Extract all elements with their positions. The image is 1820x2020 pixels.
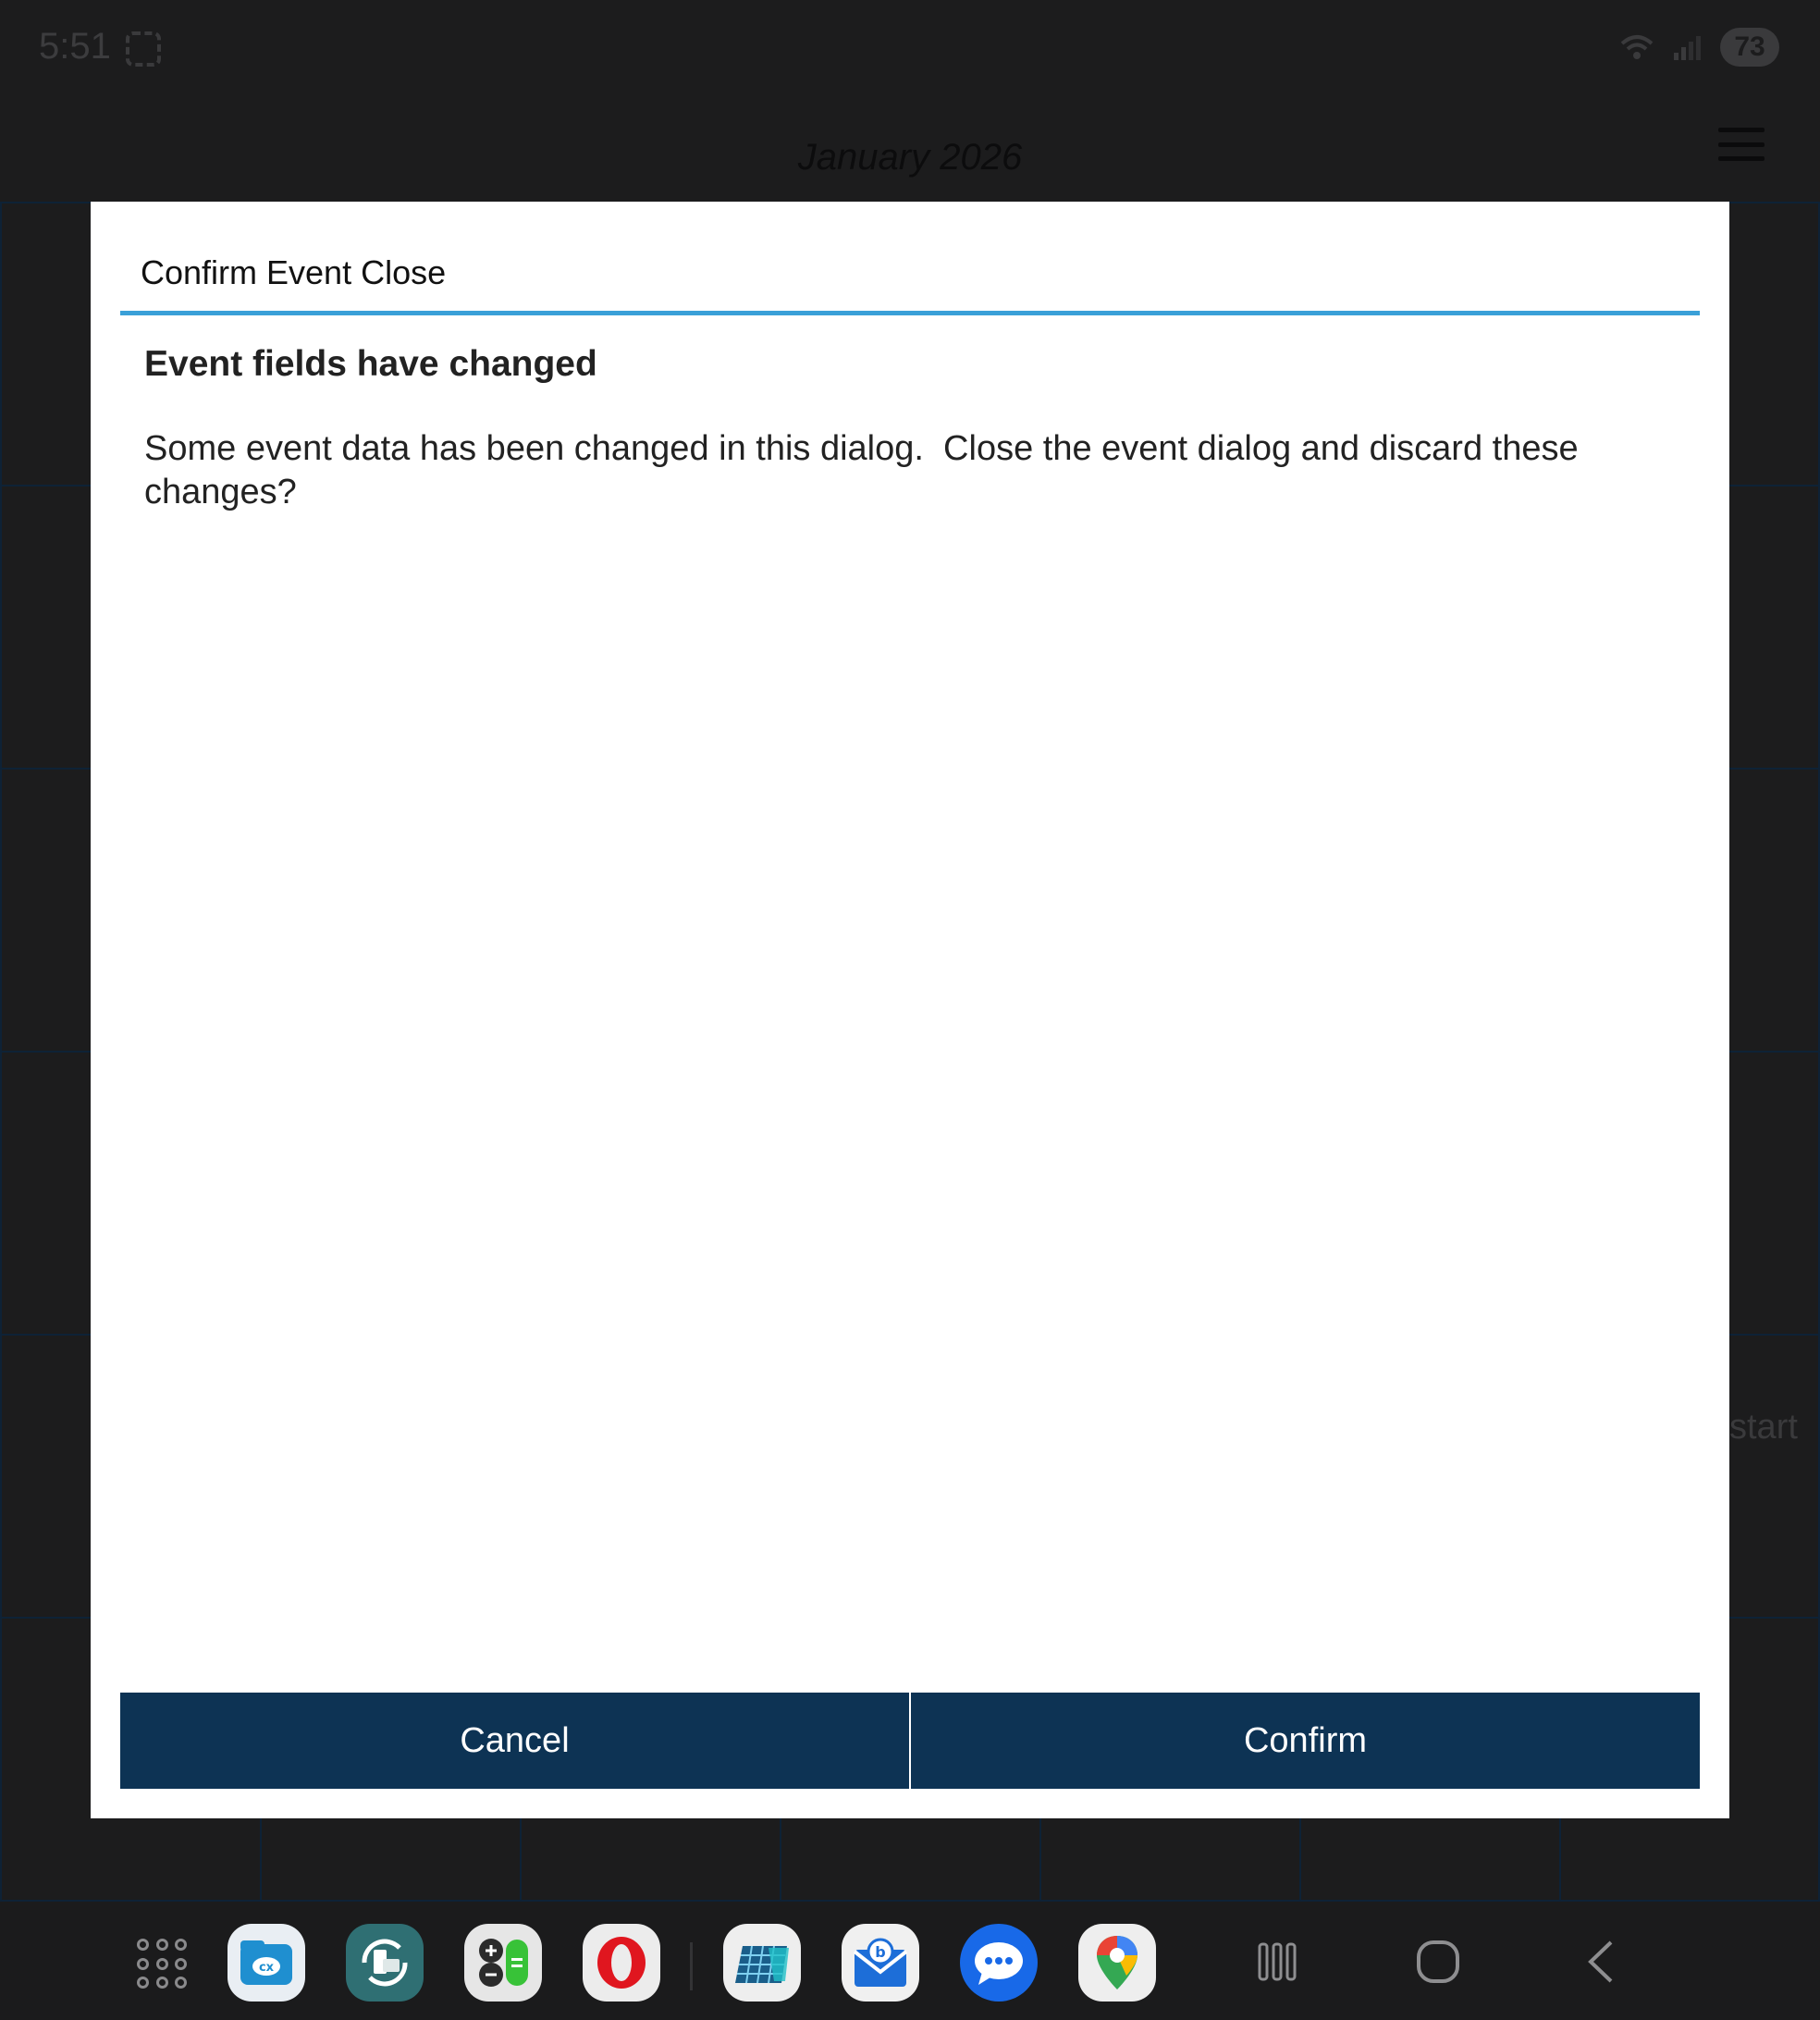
dialog-title: Confirm Event Close	[141, 253, 447, 291]
file-manager-icon[interactable]	[228, 1924, 305, 2002]
wifi-icon	[1618, 32, 1655, 62]
home-icon[interactable]	[1415, 1939, 1461, 1985]
back-icon[interactable]	[1580, 1939, 1626, 1985]
taskbar	[0, 1902, 1820, 2020]
status-bar	[0, 0, 1820, 92]
message-body: Some event data has been changed in this dialog. Close the event dialog and discard these changes?	[144, 429, 1589, 511]
confirm-dialog	[91, 202, 1729, 1818]
background-event-label: start	[1729, 1408, 1798, 1447]
sync-app-icon[interactable]	[346, 1924, 424, 2002]
battery-icon: 73	[1720, 28, 1779, 67]
bluemail-icon[interactable]	[842, 1924, 919, 2002]
taskbar-divider	[690, 1942, 693, 1990]
svg-text:cx: cx	[258, 1961, 275, 1975]
app-header	[0, 92, 1820, 202]
signal-icon	[1672, 32, 1703, 62]
message-heading: Event fields have changed	[144, 344, 597, 384]
menu-icon[interactable]	[1718, 128, 1765, 161]
cancel-button[interactable]: Cancel	[120, 1693, 909, 1789]
recents-icon[interactable]	[1254, 1939, 1300, 1985]
screenshot-icon	[126, 31, 161, 67]
google-maps-icon[interactable]	[1078, 1924, 1156, 2002]
opera-browser-icon[interactable]	[583, 1924, 660, 2002]
confirm-button[interactable]: Confirm	[909, 1693, 1700, 1789]
messages-icon[interactable]	[960, 1924, 1038, 2002]
dialog-buttons	[120, 1693, 1700, 1789]
svg-text:b: b	[875, 1943, 886, 1961]
calculator-icon[interactable]	[464, 1924, 542, 2002]
apps-drawer-icon[interactable]	[137, 1939, 189, 1990]
title-divider	[120, 311, 1700, 315]
status-icons	[1618, 28, 1779, 67]
status-time: 5:51	[39, 26, 111, 67]
calendar-app-icon[interactable]	[723, 1924, 801, 2002]
month-title: January 2026	[797, 137, 1023, 178]
